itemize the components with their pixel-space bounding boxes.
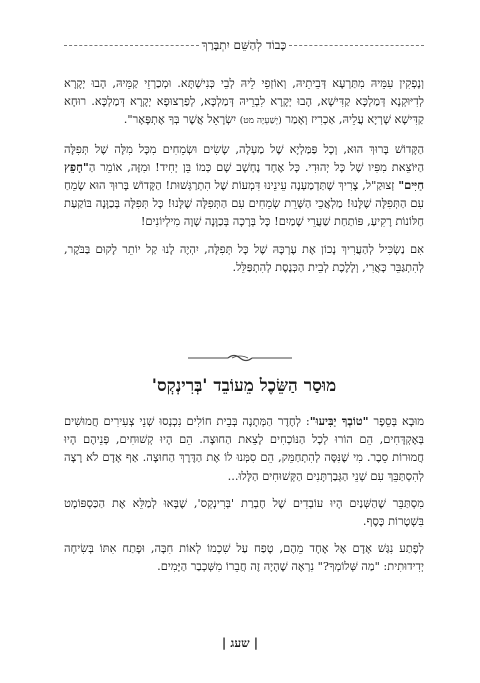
intro-paragraph-2 bbox=[64, 140, 424, 231]
page-number: | שעג | bbox=[221, 636, 259, 650]
intro-paragraph-1-main: וְנָפְקִין עִמֵּיהּ מִתַּרְעָא דְּבֵיתֵיהּ, וְאוֹזְפֵי לֵיהּ לְבֵי כְּנִישְׁתָּא. וּמְכַרְזֵי קַמֵּיהּ, הָבוּ יְקָרָא לְדִיּוּקְנָא דְּמַלְכָּא קַדִּישָׁא, הָבוּ יְקָרָא לִבְרֵיהּ דְּמַלְכָּא, לְפַרְצוּפָא יְקָרָא דְּמַלְכָּא. רוּחָא קַדִּישָׁא שָׁרְיָא עֲלֵיהּ, אַכְרִיז וְאָמַר bbox=[64, 76, 424, 127]
intro-text bbox=[64, 74, 424, 285]
cited-book-title: "טוֹבְךָ יַבִּיעוּ" bbox=[309, 414, 369, 428]
section-paragraph-3: לְפֶתַע נִגַּשׁ אָדָם אֶל אֶחָד מֵהֶם, טָפַח עַל שִׁכְמוֹ לְאוֹת חִבָּה, וּפָתַח אִתּוֹ בְּשִׂיחָה יְדִידוּתִית: "מַה שְּׁלוֹמְךָ?" נִרְאֶה שֶׁהָיָה זֶה חֲבֵרוֹ מִשְּׁכְבַר הַיָּמִים. bbox=[64, 541, 424, 574]
intro-paragraph-2-rest: זְצוּקַ"ל, צָרִיךְ שֶׁתַּדְמַעְנָה עֵינֵינוּ דִּמְעוֹת שֶׁל הִתְרַגְּשׁוּת! הַקָּדוֹשׁ בָּרוּךְ הוּא שָׂמֵחַ עִם הַתְּפִלָּה שֶׁלָּנוּ! מַלְאֲכֵי הַשָּׁרֵת שְׂמֵחִים עִם הַתְּפִלָּה שֶׁלָּנוּ! כָּל תְּפִלָּה בְּכַוָּנָה בּוֹקַעַת חַלּוֹנוֹת רָקִיעַ, פּוֹתַחַת שַׁעֲרֵי שָׁמַיִם! כָּל בְּרָכָה בְּכַוָּנָה שָׁוָה מִילְיוֹנִים! bbox=[64, 178, 424, 229]
header-title: כָּבוֹד לְהַשֵּׁם יִתְבָּרַךְ bbox=[201, 38, 287, 52]
section-paragraph-2: מִסְתַּבֵּר שֶׁהַשְּׁנַיִם הָיוּ עוֹבְדִים שֶׁל חֶבְרַת 'בְּרִינְקְס', שֶׁבָּאוּ לְמַלֵּא אֶת הַכַּסְפּוֹמָט בִּשְׁטָרוֹת כֶּסֶף. bbox=[64, 495, 424, 529]
intro-paragraph-2-start: הַקָּדוֹשׁ בָּרוּךְ הוּא, וְכָל פַּמַּלְיָא שֶׁל מַעְלָה, שָׂשִׂים וּשְׂמֵחִים מִכָּל מִלָּה שֶׁל תְּפִלָּה הַיּוֹצֵאת מִפִּיו שֶׁל כָּל יְהוּדִי. כָּל אֶחָד נֶחְשָׁב שָׁם כְּמוֹ בֵּן יְחִיד! וּמִזֶּה, אוֹמֵר הַ bbox=[64, 141, 424, 174]
intro-paragraph-3: אִם נַשְׂכִּיל לְהַעֲרִיךְ נָכוֹן אֶת עֶרְכָּהּ שֶׁל כָּל תְּפִלָּה, יִהְיֶה לָנוּ קַל יוֹתֵר לָקוּם בַּבֹּקֶר, לְהִתְגַּבֵּר כָּאֲרִי, וְלָלֶכֶת לְבֵית הַכְּנֶסֶת לְהִתְפַּלֵּל. bbox=[64, 241, 424, 274]
section-title: מוּסַר הַשֵּׂכֶל מֵעוֹבֵד 'בְּרִינְקְס' bbox=[151, 376, 337, 396]
ornament-divider bbox=[188, 352, 292, 364]
scripture-reference: (יְשַׁעְיָה מט) bbox=[239, 116, 282, 127]
header-rule-left bbox=[64, 45, 199, 46]
section-paragraph-1-start: מוּבָא בְּסֵפֶר bbox=[373, 414, 424, 428]
cited-book-name: "חָפֵץ חַיִּים" bbox=[64, 159, 424, 193]
section-paragraph-1-rest: : לְחֶדֶר הַמְּתָנָה בְּבֵית חוֹלִים נִכְנְסוּ שְׁנֵי צְעִירִים חֲמוּשִׁים בְּאֶקְדָּחִים, הֵם הוֹרוּ לְכָל הַנּוֹכְחִים לָצֵאת הַחוּצָה. הֵם הָיוּ קְשׁוּחִים, פְּנֵיהֶם הָיוּ חֲמוּרוֹת סֵבֶר. מִי שֶׁנִּסָּה לְהִתְחַמֵּק, הֵם סִמְּנוּ לוֹ אֶת הַדֶּרֶךְ הַחוּצָה. אַף אָדָם לֹא רָצָה לְהִסְתַּבֵּךְ עִם שְׁנֵי הַגְּבַרְתָּנִים הַקְּשׁוּחִים הַלָּלוּ... bbox=[64, 414, 424, 483]
intro-paragraph-1-end: יִשְׂרָאֵל אֲשֶׁר בְּךָ אֶתְפָּאָר". bbox=[123, 112, 237, 127]
intro-paragraph-1 bbox=[64, 74, 424, 131]
running-header bbox=[64, 36, 424, 54]
section-text bbox=[64, 412, 424, 585]
section-paragraph-1 bbox=[64, 412, 424, 485]
